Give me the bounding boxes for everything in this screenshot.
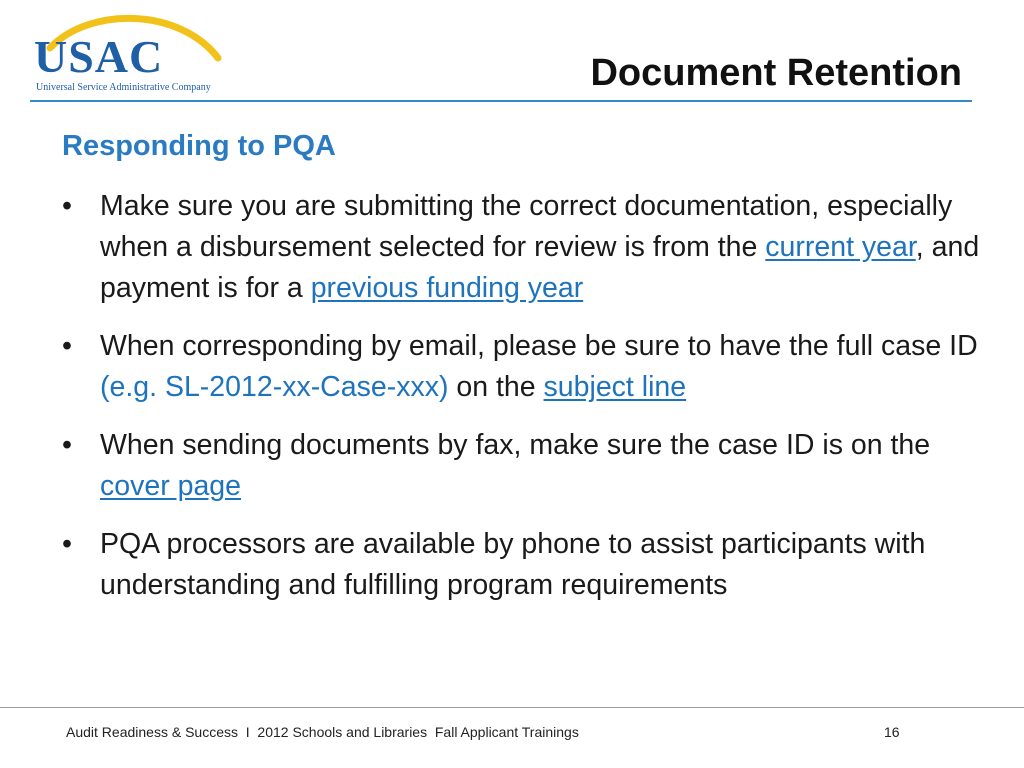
footer-divider bbox=[0, 707, 1024, 708]
page-number: 16 bbox=[884, 724, 900, 740]
subject-line-link[interactable]: subject line bbox=[543, 371, 687, 403]
bullet-item bbox=[62, 425, 982, 507]
section-subtitle: Responding to PQA bbox=[62, 130, 336, 162]
bullet-icon: • bbox=[62, 190, 72, 222]
bullet-list bbox=[62, 186, 982, 623]
cover-page-link[interactable]: cover page bbox=[100, 470, 242, 502]
footer-text: Audit Readiness & Success I 2012 Schools and Libraries Fall Applicant Trainings bbox=[66, 724, 579, 740]
current-year-link[interactable]: current year bbox=[765, 231, 916, 263]
bullet-text: PQA processors are available by phone to assist participants with understanding and fulfilling program requirements bbox=[100, 528, 926, 601]
bullet-text: on the bbox=[448, 371, 544, 403]
usac-logo bbox=[30, 12, 230, 94]
previous-funding-year-link[interactable]: previous funding year bbox=[310, 272, 584, 304]
case-id-example: (e.g. SL-2012-xx-Case-xxx) bbox=[100, 371, 449, 403]
bullet-text: When sending documents by fax, make sure the case ID is on the bbox=[100, 429, 931, 461]
bullet-icon: • bbox=[62, 528, 72, 560]
title-divider bbox=[30, 100, 972, 102]
logo-text: USAC bbox=[34, 31, 164, 82]
bullet-text: , and payment is for a bbox=[100, 231, 980, 304]
bullet-item bbox=[62, 326, 982, 408]
slide-title: Document Retention bbox=[590, 52, 962, 94]
bullet-item bbox=[62, 186, 982, 309]
bullet-text: Make sure you are submitting the correct documentation, especially when a disbursement selected for review is from the bbox=[100, 190, 953, 263]
bullet-item bbox=[62, 524, 982, 606]
bullet-icon: • bbox=[62, 429, 72, 461]
logo-subtext: Universal Service Administrative Company bbox=[36, 82, 211, 93]
bullet-text: When corresponding by email, please be sure to have the full case ID bbox=[100, 330, 978, 362]
bullet-icon: • bbox=[62, 330, 72, 362]
